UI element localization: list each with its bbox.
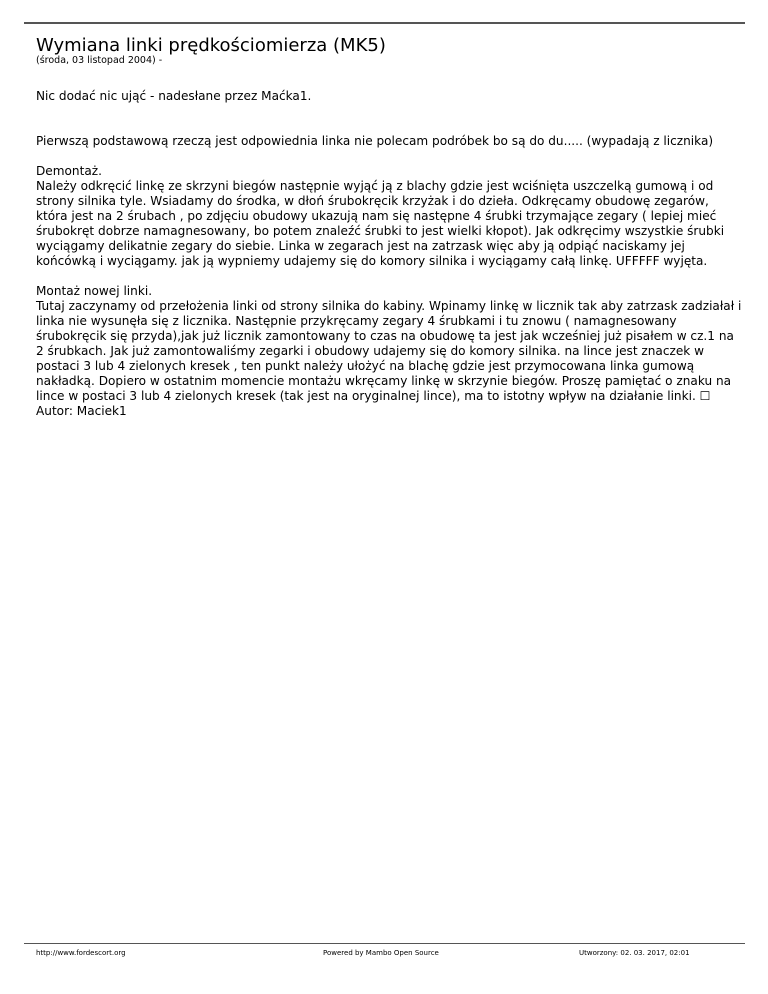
article-intro: Nic dodać nic ująć - nadesłane przez Maćka1.: [36, 89, 312, 103]
article-author: Autor: Maciek1: [36, 404, 127, 418]
page-title: Wymiana linki prędkościomierza (MK5): [36, 35, 386, 56]
dismount-heading: Demontaż.: [36, 164, 102, 178]
publish-date: (środa, 03 listopad 2004) -: [36, 55, 163, 66]
footer-site-url: http://www.fordescort.org: [36, 949, 126, 957]
dismount-text: Należy odkręcić linkę ze skrzyni biegów następnie wyjąć ją z blachy gdzie jest wciśnięta uszczelką gumową i od strony silnika tyle. Wsiadamy do środka, w dłoń śrubokręcik krzyżak i do dzieła. Odkręcamy obudowę zegarów, która jest na 2 śrubach , po zdjęciu obudowy ukazują nam się następne 4 śrubki trzymające zegary ( lepiej mieć śrubokręt dobrze namagnesowany, bo potem znaleźć śrubki to jest wielki kłopot). Jak odkręcimy wszystkie śrubki wyciągamy delikatnie zegary do siebie. Linka w zegarach jest na zatrzask więc aby ją odpiąć naciskamy jej końcówką i wyciągamy. jak ją wypniemy udajemy się do komory silnika i wyciągamy całą linkę. UFFFFF wyjęta.: [36, 179, 725, 268]
article-body: [36, 89, 742, 419]
mount-text: Tutaj zaczynamy od przełożenia linki od strony silnika do kabiny. Wpinamy linkę w licznik tak aby zatrzask zadziałał i linka nie wysunęła się z licznika. Następnie przykręcamy zegary 4 śrubkami i tu znowu ( namagnesowany śrubokręcik się przyda),jak już licznik zamontowany to czas na obudowę ta jest jak wcześniej już pisałem w cz.1 na 2 śrubkach. Jak już zamontowaliśmy zegarki i obudowy udajemy się do komory silnika. na lince jest znaczek w postaci 3 lub 4 zielonych kresek , ten punkt należy ułożyć na blachę gdzie jest przymocowana linka gumową nakładką. Dopiero w ostatnim momencie montażu wkręcamy linkę w skrzynie biegów. Proszę pamiętać o znaku na lince w postaci 3 lub 4 zielonych kresek (tak jest na oryginalnej lince), ma to istotny wpływ na działanie linki. ☐: [36, 299, 742, 403]
article-paragraph-requirements: Pierwszą podstawową rzeczą jest odpowiednia linka nie polecam podróbek bo są do du..... (wypadają z licznika): [36, 134, 714, 148]
footer-rule: [24, 943, 745, 944]
header-rule: [24, 22, 745, 24]
mount-heading: Montaż nowej linki.: [36, 284, 153, 298]
article-section-dismount: [36, 164, 742, 269]
article-section-mount: [36, 284, 742, 419]
footer-powered-by: Powered by Mambo Open Source: [323, 949, 439, 957]
footer-created-date: Utworzony: 02. 03. 2017, 02:01: [579, 949, 690, 957]
